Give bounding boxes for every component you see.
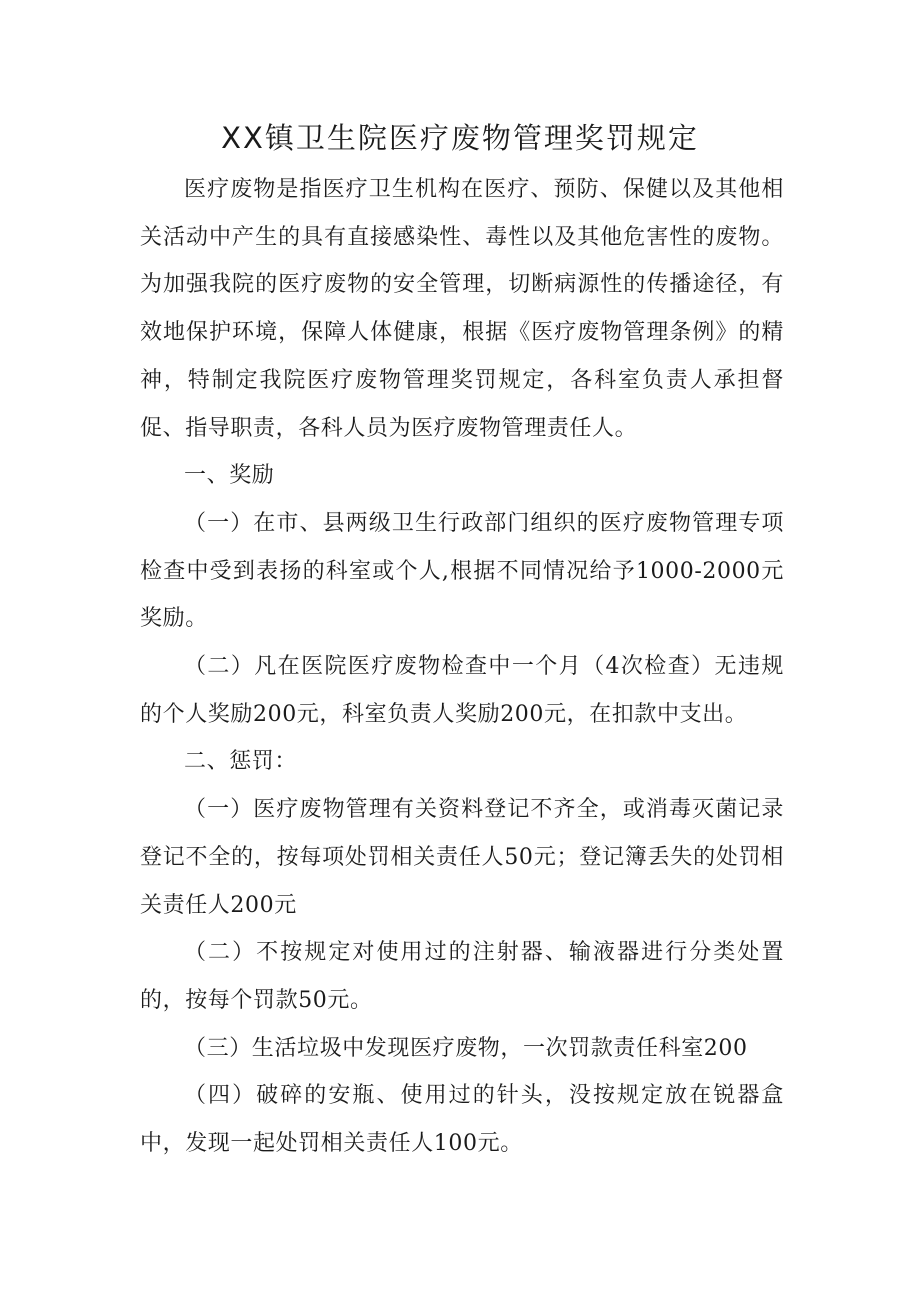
document-title: XX镇卫生院医疗废物管理奖罚规定	[221, 121, 699, 155]
intro-paragraph: 医疗废物是指医疗卫生机构在医疗、预防、保健以及其他相关活动中产生的具有直接感染性、毒性以及其他危害性的废物。为加强我院的医疗废物的安全管理，切断病源性的传播途径，有效地保护环境，保障人体健康，根据《医疗废物管理条例》的精神，特制定我院医疗废物管理奖罚规定，各科室负责人承担督促、指导职责，各科人员为医疗废物管理责任人。	[140, 177, 784, 441]
section-heading-rewards: 一、奖励	[184, 463, 275, 489]
penalty-item: （四）破碎的安瓶、使用过的针头，没按规定放在锐器盒中，发现一起处罚相关责任人100元。	[140, 1083, 784, 1157]
section-heading-penalties: 二、惩罚：	[184, 749, 298, 775]
document-body	[140, 166, 784, 1168]
penalty-item: （二）不按规定对使用过的注射器、输液器进行分类处置的，按每个罚款50元。	[140, 940, 784, 1013]
reward-item: （二）凡在医院医疗废物检查中一个月（4次检查）无违规的个人奖励200元，科室负责人奖励200元，在扣款中支出。	[140, 654, 784, 727]
penalty-item: （一）医疗废物管理有关资料登记不齐全，或消毒灭菌记录登记不全的，按每项处罚相关责任人50元；登记簿丢失的处罚相关责任人200元	[140, 797, 784, 918]
reward-item: （一）在市、县两级卫生行政部门组织的医疗废物管理专项检查中受到表扬的科室或个人,根据不同情况给予1000-2000元奖励。	[140, 510, 784, 632]
penalty-item: （三）生活垃圾中发现医疗废物，一次罚款责任科室200	[184, 1035, 748, 1061]
